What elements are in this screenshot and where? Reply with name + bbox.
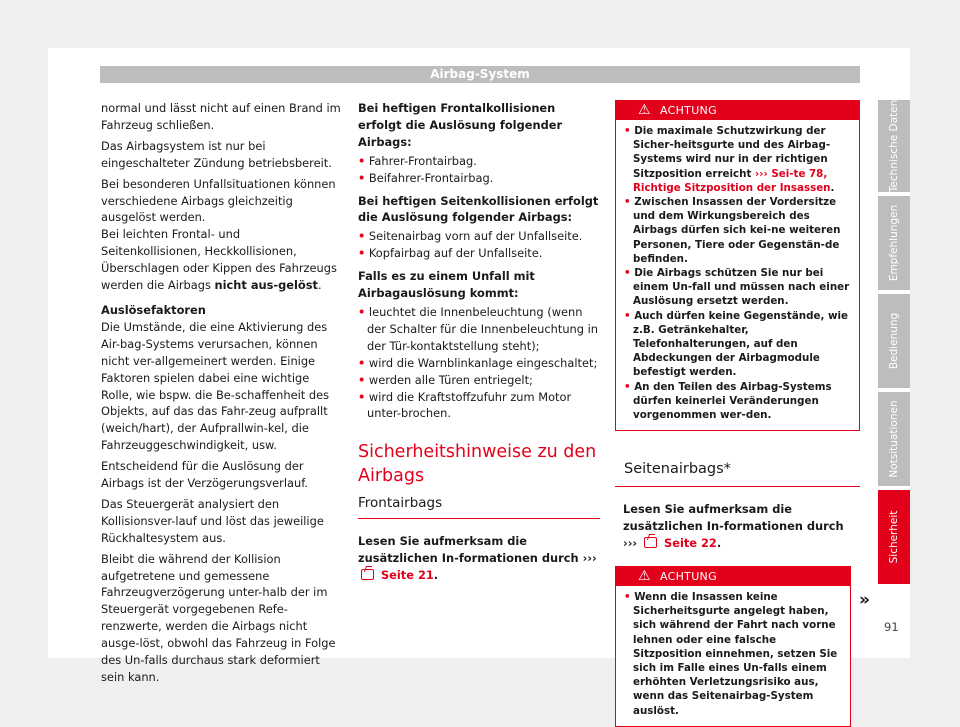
warning-item: • Die Airbags schützen Sie nur bei einem Un-fall und müssen nach einer Auslösung ersetzt werden.: [624, 267, 850, 308]
paragraph-text: [101, 226, 343, 294]
page-number: 91: [884, 620, 899, 634]
paragraph: Das Steuergerät analysiert den Kollisionsver-lauf und löst das jeweilige Rückhaltesystem aus.: [101, 496, 324, 545]
warning-triangle-icon: ⚠: [638, 102, 651, 118]
warning-header: [616, 101, 859, 120]
list-item-text: leuchtet die Innenbeleuchtung (wenn der Schalter für die Innenbeleuchtung in der Tür-kontaktstellung steht);: [367, 304, 599, 353]
text: .: [716, 535, 722, 550]
warning-item: • Die maximale Schutzwirkung der Sicher-heitsgurte und des Airbag-Systems wird nur in der richtigen Sitzposition erreicht ››› Sei-te 78, Richtige Sitzposition der Insassen.: [624, 125, 835, 194]
tab-label: Technische Daten: [888, 99, 900, 193]
warning-label: ACHTUNG: [660, 569, 717, 583]
page-ref-link[interactable]: Seite 22: [664, 535, 717, 550]
paragraph-text: Bei besonderen Unfallsituationen können verschiedene Airbags gleichzeitig ausgelöst werden.: [101, 176, 336, 225]
page-ref-link[interactable]: Seite 21: [380, 568, 434, 583]
book-ref-icon: [644, 537, 657, 548]
subheading-trigger: Falls es zu einem Unfall mit Airbagauslösung kommt:: [358, 269, 535, 301]
list-item-text: Seitenairbag vorn auf der Unfallseite.: [368, 229, 583, 244]
list-item: • Beifahrer-Frontairbag.: [358, 170, 494, 185]
read-note-text: Lesen Sie aufmerksam die zusätzlichen In-formationen durch: [358, 534, 579, 566]
warning-item: • An den Teilen des Airbag-Systems dürfen keinerlei Veränderungen vorgenommen wer-den.: [624, 380, 832, 422]
paragraph: Die Umstände, die eine Aktivierung des Air-bag-Systems verursachen, können nicht ver-allgemeinert werden. Einige Faktoren spielen dabei eine wichtige Rolle, wie bspw. die Be-schaffenheit des Objekts, auf das das Fahr-zeug aufprallt (weich/hart), der Aufprallwin-kel, die Fahrzeuggeschwindigkeit, usw.: [101, 319, 330, 453]
paragraph: Bleibt die während der Kollision aufgetretene und gemessene Fahrzeugverzögerung unter-halb der im Steuergerät vorgegebenen Refe-renzwerte, werden die Airbags nicht ausge-löst, obwohl das Fahrzeug in Folge des Un-falls durchaus stark deformiert sein kann.: [101, 551, 336, 684]
tab-bedienung[interactable]: [878, 294, 910, 388]
list-item-text: werden alle Türen entriegelt;: [368, 372, 533, 387]
paragraph: normal und lässt nicht auf einen Brand im Fahrzeug schließen.: [101, 101, 341, 132]
emphasis: nicht aus-gelöst: [214, 278, 318, 293]
list-item: • Fahrer-Frontairbag.: [358, 153, 477, 168]
column-1: [101, 100, 343, 690]
text: .: [433, 568, 439, 583]
read-note: [358, 533, 600, 584]
paragraph: Das Airbagsystem ist nur bei eingeschalteter Zündung betriebsbereit.: [101, 138, 332, 170]
tab-empfehlungen[interactable]: [878, 196, 910, 290]
tab-label: Notsituationen: [888, 400, 900, 478]
warning-body: [616, 120, 859, 430]
text: Die maximale Schutzwirkung der Sicher-heitsgurte und des Airbag-Systems wird nur in der richtigen Sitzposition erreicht: [633, 125, 831, 180]
subsection-title-frontairbags: Frontairbags: [358, 495, 600, 519]
text: .: [830, 181, 835, 194]
arrow-ref: ›››: [623, 535, 638, 550]
warning-body: [616, 586, 850, 726]
warning-header: [616, 567, 850, 586]
read-note-text: Lesen Sie aufmerksam die zusätzlichen In-formationen durch: [623, 502, 844, 534]
warning-triangle-icon: ⚠: [638, 567, 651, 584]
continue-mark: »: [859, 590, 870, 610]
tab-label: Empfehlungen: [888, 204, 900, 282]
list-item: • werden alle Türen entriegelt;: [358, 372, 533, 387]
list-item: • wird die Kraftstoffzufuhr zum Motor unter-brochen.: [358, 389, 572, 421]
paragraph: Entscheidend für die Auslösung der Airbags ist der Verzögerungsverlauf.: [101, 459, 309, 491]
tab-notsituationen[interactable]: [878, 392, 910, 486]
list-item: • leuchtet die Innenbeleuchtung (wenn der Schalter für die Innenbeleuchtung in der Tür-kontaktstellung steht);: [358, 304, 599, 353]
text: Wenn die Insassen keine Sicherheitsgurte angelegt haben, sich während der Fahrt nach vorne lehnen oder eine falsche Sitzposition einnehmen, setzen Sie sich im Falle eines Un-falls einem erhöhten Verletzungsrisiko aus, wenn das Seitenairbag-System auslöst.: [633, 590, 838, 717]
tab-technische-daten[interactable]: [878, 100, 910, 192]
subheading-factors: Auslösefaktoren: [101, 302, 206, 317]
tab-label: Sicherheit: [888, 510, 900, 564]
list-item: • wird die Warnblinkanlage eingeschaltet;: [358, 355, 598, 370]
paragraph: [101, 176, 343, 294]
warning-item: • Zwischen Insassen der Vordersitze und dem Wirkungsbereich des Airbags dürfen sich kei-ne weiteren Personen, Tiere oder Gegenstän-de befinden.: [624, 196, 841, 265]
subheading-side: Bei heftigen Seitenkollisionen erfolgt die Auslösung folgender Airbags:: [358, 193, 599, 225]
warning-box-2: [615, 566, 851, 727]
tab-sicherheit[interactable]: [878, 490, 910, 584]
section-title-side-airbags: Seitenairbags*: [615, 461, 860, 487]
arrow-ref: ›››: [582, 551, 597, 566]
page-ref-link[interactable]: ››› Sei-te 78, Richtige Sitzposition der Insassen: [633, 167, 831, 194]
list-item: • Kopfairbag auf der Unfallseite.: [358, 246, 543, 261]
list-item-text: wird die Warnblinkanlage eingeschaltet;: [368, 355, 598, 370]
text: .: [317, 278, 322, 293]
list-item-text: Fahrer-Frontairbag.: [368, 153, 477, 168]
column-2: [358, 100, 600, 588]
list-item-text: wird die Kraftstoffzufuhr zum Motor unter-brochen.: [367, 389, 572, 421]
list-item-text: Beifahrer-Frontairbag.: [368, 170, 494, 185]
list-item-text: Kopfairbag auf der Unfallseite.: [368, 246, 543, 261]
page-header: Airbag-System: [100, 66, 860, 83]
text: Die Airbags schützen Sie nur bei einem Un-fall und müssen nach einer Auslösung ersetzt werden.: [633, 267, 850, 308]
list-item: • Seitenairbag vorn auf der Unfallseite.: [358, 229, 583, 244]
text: Zwischen Insassen der Vordersitze und dem Wirkungsbereich des Airbags dürfen sich kei-ne weiteren Personen, Tiere oder Gegenstän-de befinden.: [633, 196, 841, 265]
warning-box-1: [615, 100, 860, 431]
warning-label: ACHTUNG: [660, 104, 717, 117]
tab-label: Bedienung: [888, 312, 900, 370]
column-3: [615, 100, 860, 727]
text: Auch dürfen keine Gegenstände, wie z.B. Getränkehalter, Telefonhalterungen, auf den Abdeckungen der Airbagmodule befestigt werden.: [633, 309, 848, 379]
warning-item: • Auch dürfen keine Gegenstände, wie z.B. Getränkehalter, Telefonhalterungen, auf den Abdeckungen der Airbagmodule befestigt werden.: [624, 309, 848, 379]
warning-item: • Wenn die Insassen keine Sicherheitsgurte angelegt haben, sich während der Fahrt nach vorne lehnen oder eine falsche Sitzposition einnehmen, setzen Sie sich im Falle eines Un-falls einem erhöhten Verletzungsrisiko aus, wenn das Seitenairbag-System auslöst.: [624, 590, 838, 717]
text: An den Teilen des Airbag-Systems dürfen keinerlei Veränderungen vorgenommen wer-den.: [633, 380, 832, 422]
text: Bei leichten Frontal- und Seitenkollisionen, Heckkollisionen, Überschlagen oder Kippen des Fahrzeugs werden die Airbags: [101, 227, 337, 293]
book-ref-icon: [361, 569, 374, 580]
subheading-frontal: Bei heftigen Frontalkollisionen erfolgt die Auslösung folgender Airbags:: [358, 101, 563, 149]
read-note: [615, 501, 860, 552]
section-title-safety: Sicherheitshinweise zu den Airbags: [358, 442, 597, 487]
